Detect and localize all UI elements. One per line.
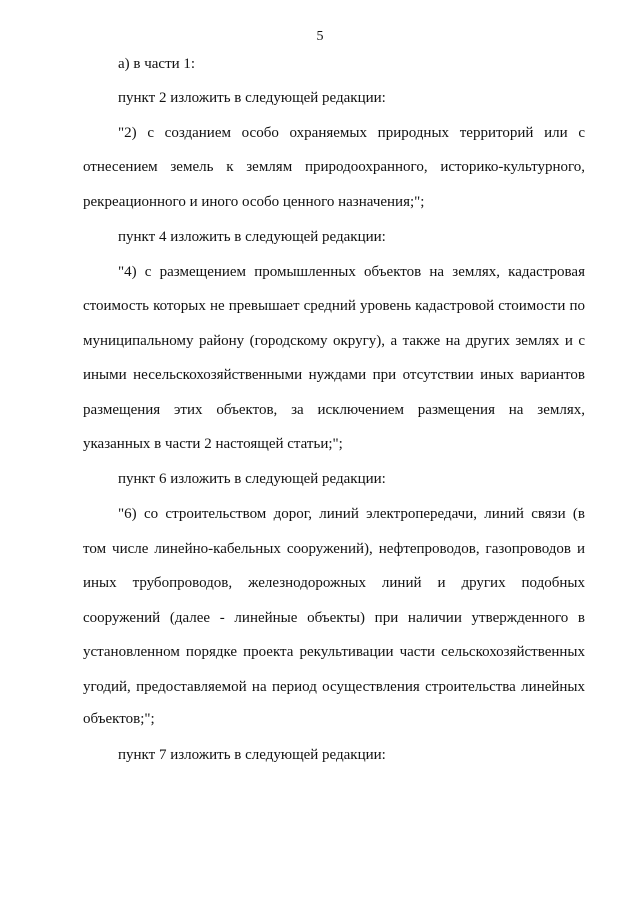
text-line-point6-body-1: "6) со строительством дорог, линий электропередачи, линий связи (в bbox=[118, 506, 585, 522]
text-line-point4-body-3: муниципальному району (городскому округу), а также на других землях и с bbox=[83, 333, 585, 349]
text-line-point6-body-7: объектов;"; bbox=[83, 711, 155, 727]
text-line-point4-body-2: стоимость которых не превышает средний уровень кадастровой стоимости по bbox=[83, 298, 585, 314]
text-line-point4-heading: пункт 4 изложить в следующей редакции: bbox=[118, 229, 386, 245]
text-line-point6-heading: пункт 6 изложить в следующей редакции: bbox=[118, 471, 386, 487]
text-line-point2-body-3: рекреационного и иного особо ценного назначения;"; bbox=[83, 194, 425, 210]
text-line-point2-heading: пункт 2 изложить в следующей редакции: bbox=[118, 90, 386, 106]
text-line-point6-body-6: угодий, предоставляемой на период осуществления строительства линейных bbox=[83, 679, 585, 695]
text-line-point4-body-6: указанных в части 2 настоящей статьи;"; bbox=[83, 436, 343, 452]
text-line-point7-heading: пункт 7 изложить в следующей редакции: bbox=[118, 747, 386, 763]
text-line-point6-body-3: иных трубопроводов, железнодорожных линий и других подобных bbox=[83, 575, 585, 591]
text-line-point6-body-4: сооружений (далее - линейные объекты) при наличии утвержденного в bbox=[83, 610, 585, 626]
text-line-point2-body-1: "2) с созданием особо охраняемых природных территорий или с bbox=[118, 125, 585, 141]
text-line-point6-body-5: установленном порядке проекта рекультивации части сельскохозяйственных bbox=[83, 644, 585, 660]
text-line-point4-body-1: "4) с размещением промышленных объектов на землях, кадастровая bbox=[118, 264, 585, 280]
text-line-subsection-a: а) в части 1: bbox=[118, 56, 196, 72]
text-line-point6-body-2: том числе линейно-кабельных сооружений), нефтепроводов, газопроводов и bbox=[83, 541, 585, 557]
text-line-point2-body-2: отнесением земель к землям природоохранного, историко-культурного, bbox=[83, 159, 585, 175]
page-number: 5 bbox=[316, 29, 324, 44]
text-line-point4-body-5: размещения этих объектов, за исключением размещения на землях, bbox=[83, 402, 585, 418]
text-line-point4-body-4: иными несельскохозяйственными нуждами при отсутствии иных вариантов bbox=[83, 367, 585, 383]
